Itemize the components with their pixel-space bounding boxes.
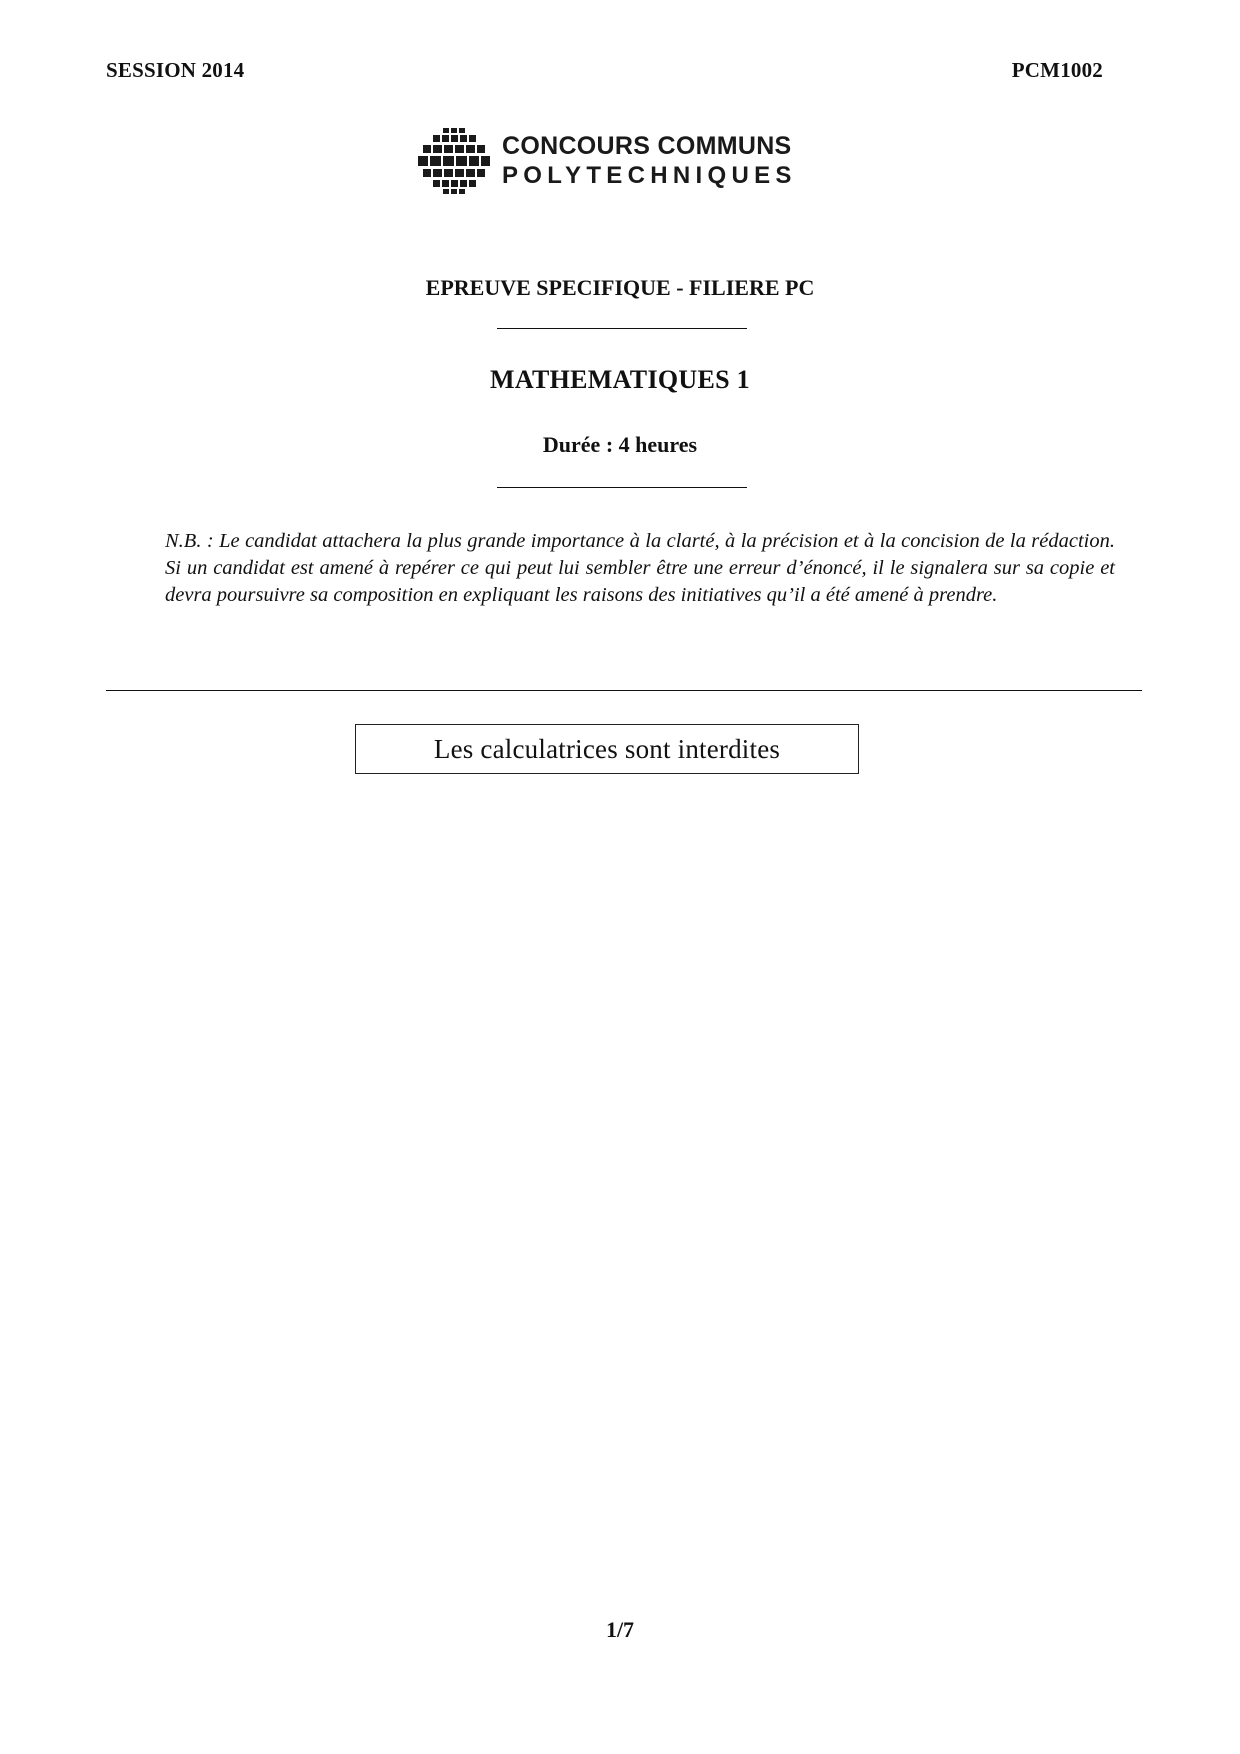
ccp-logo [418,128,818,194]
calculator-notice: Les calculatrices sont interdites [355,724,859,774]
exam-duration: Durée : 4 heures [542,432,698,457]
exam-code: PCM1002 [1011,58,1103,82]
exam-subtitle: EPREUVE SPECIFIQUE - FILIERE PC [425,275,815,300]
candidate-note: N.B. : Le candidat attachera la plus grande importance à la clarté, à la précision et à la concision de la rédaction. Si un candidat est amené à repérer ce qui peut lui sembler être une erreur d’énoncé, il le signalera sur sa copie et devra poursuivre sa composition en expliquant les raisons des initiatives qu’il a été amené à prendre. [165,530,1115,606]
session-label: SESSION 2014 [106,58,245,82]
page-number: 1/7 [605,1617,635,1642]
divider [497,328,747,329]
section-divider [106,690,1142,691]
divider [497,487,747,488]
logo-text-line2: POLYTECHNIQUES [502,162,797,189]
logo-text-line1: CONCOURS COMMUNS [502,132,792,160]
exam-title: MATHEMATIQUES 1 [490,365,750,394]
globe-grid-icon [418,128,490,194]
